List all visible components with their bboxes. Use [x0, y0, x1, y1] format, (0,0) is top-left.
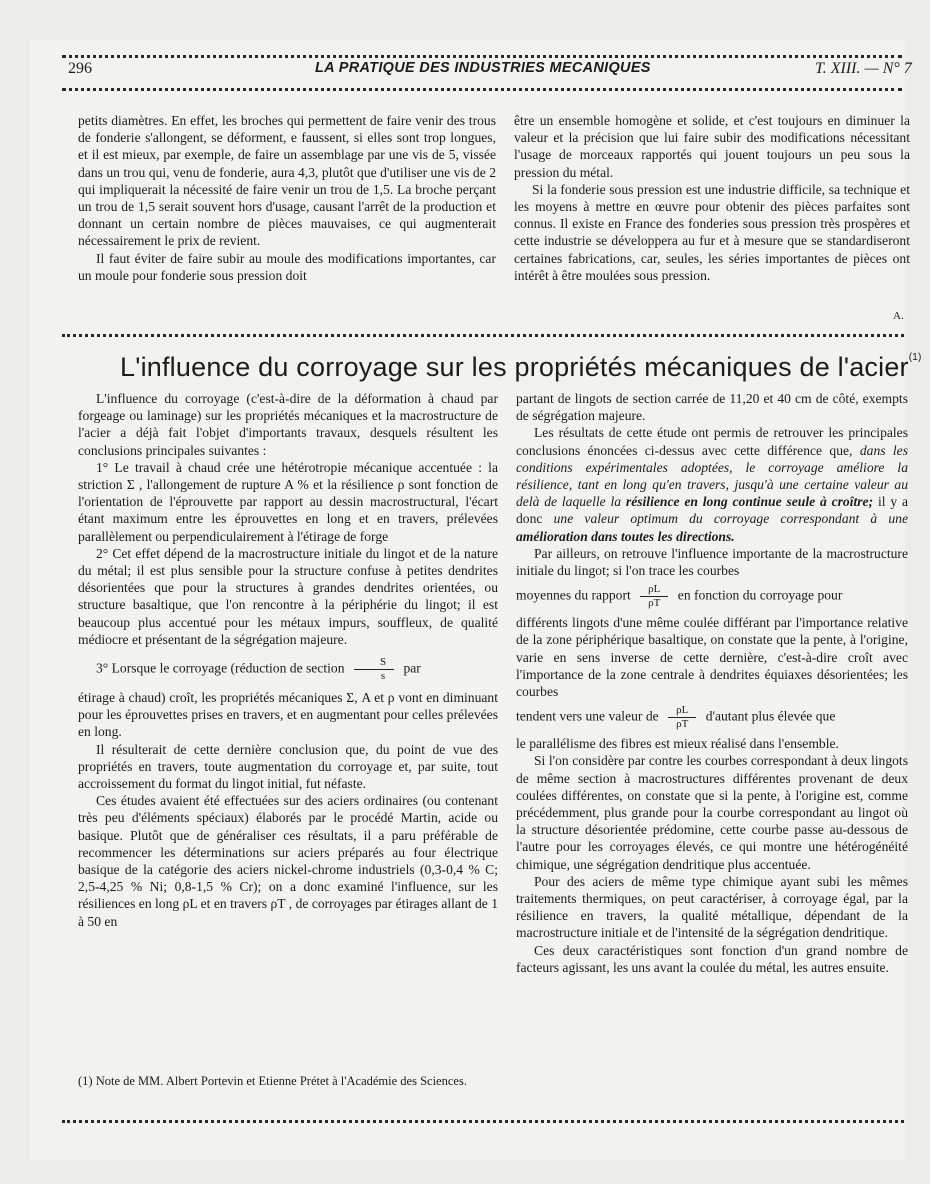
paragraph: Il faut éviter de faire subir au moule des modifications importantes, car un moule pour fonderie sous pression doit — [78, 250, 496, 283]
text: tendent vers une valeur de — [516, 708, 659, 724]
denominator: s — [380, 670, 386, 683]
paragraph-fraction — [516, 583, 908, 610]
paragraph: petits diamètres. En effet, les broches qui permettent de faire venir des trous de fonderie s'allongent, se déforment, e faussent, si elles sont trop longues, et il est mieux, par exemple, de faire un assemblage par une vis de 5, vissée dans un trou qui, venu de fonderie, aura 4,3, plutôt que d'utiliser une vis de 2 qui impliquerait la nécessité de faire venir un trou de 1,5. La broche perçant un trou de 1,5 serait souvent hors d'usage, causant l'arrêt de la production et donnant un certain nombre de pièces mauvaises, ce qui augmenterait nécessairement le prix de revient. — [78, 113, 496, 249]
paragraph-fraction — [78, 656, 498, 683]
top-left-column — [78, 112, 496, 284]
numerator: ρL — [668, 704, 696, 718]
footer-rule — [62, 1120, 904, 1123]
text: d'autant plus élevée que — [705, 708, 836, 724]
text: moyennes du rapport — [516, 587, 631, 603]
numerator: ρL — [640, 583, 668, 597]
paragraph: Il résulterait de cette dernière conclusion que, du point de vue des propriétés en travers, toute augmentation du corroyage et, par suite, tout accroissement du format du lingot initial, fut néfaste. — [78, 741, 498, 792]
article-title-text: L'influence du corroyage sur les propriétés mécaniques de l'acier — [120, 352, 909, 382]
title-footnote-ref: (1) — [908, 352, 922, 363]
text: par — [403, 660, 421, 676]
text: il y a donc — [516, 494, 908, 527]
text: Les résultats de cette étude ont permis de retrouver les principales conclusions énoncées ci-dessus avec cette différence que, — [516, 425, 908, 458]
paragraph: Ces deux caractéristiques sont fonction d'un grand nombre de facteurs agissant, les uns avant la coulée du métal, les autres ensuite. — [516, 942, 908, 975]
paragraph: Si l'on considère par contre les courbes correspondant à deux lingots de même section à macrostructures différentes provenant de deux coulées différentes, on constate que si la pente, à l'origine est, comme précédemment, plus grande pour la courbe correspondant au lingot où la structure désorientée prédomine, cette courbe passe au-dessous de l'autre pour les corroyages élevés, ce qui montre une hétérogénéité chimique, une ségrégation dendritique plus accentuée. — [516, 753, 908, 872]
paragraph: être un ensemble homogène et solide, et c'est toujours en diminuer la valeur et la précision que lui faire subir des modifications nécessitant l'usage de morceaux rapportés qui jouent toujours un peu sous la pression du métal. — [514, 113, 910, 180]
text-italic: une valeur optimum du corroyage correspondant à une — [553, 511, 908, 527]
paragraph: partant de lingots de section carrée de 11,20 et 40 cm de côté, exempts de ségrégation majeure. — [516, 391, 908, 424]
fraction-rhoL-rhoT — [668, 704, 696, 731]
header-rule-bottom — [62, 88, 902, 91]
text: en fonction du corroyage pour — [677, 587, 843, 603]
text-bold-italic: résilience en long continue seule à croître; — [625, 494, 874, 510]
paragraph: le parallélisme des fibres est mieux réalisé dans l'ensemble. — [516, 736, 839, 752]
paragraph: différents lingots d'une même coulée différant par l'importance relative de la zone périphérique basaltique, on constate que la pente, à l'origine, varie en sens inverse de cette dernière, c'est-à-dire croît avec l'importance de la zone centrale à dendrites équiaxes désorientées; les courbes — [516, 615, 908, 700]
paragraph: étirage à chaud) croît, les propriétés mécaniques Σ, A et ρ vont en diminuant pour les éprouvettes prises en travers, et en augmentant pour celles prélevées en long. — [78, 690, 498, 740]
text: 3° Lorsque le corroyage (réduction de section — [96, 660, 345, 676]
header-rule-top — [62, 55, 902, 58]
article-left-column — [78, 390, 498, 930]
paragraph: L'influence du corroyage (c'est-à-dire de la déformation à chaud par forgeage ou laminage) sur les propriétés mécaniques et la macrostructure de l'acier a déjà fait l'objet d'importants travaux, desquels résultent les conclusions principales suivantes : — [78, 391, 498, 458]
denominator: ρT — [648, 597, 661, 610]
paragraph: Par ailleurs, on retrouve l'influence importante de la macrostructure initiale du lingot; si l'on trace les courbes — [516, 545, 908, 579]
paragraph — [516, 424, 908, 544]
page-number: 296 — [68, 60, 92, 77]
paragraph: Pour des aciers de même type chimique ayant subi les mêmes traitements thermiques, on peut caractériser, à corroyage égal, par la résilience en travers, la qualité métallique, dépendant de la macrostructure initiale et de l'intensité de la ségrégation dendritique. — [516, 873, 908, 941]
paragraph: 2° Cet effet dépend de la macrostructure initiale du lingot et de la nature du métal; il est plus sensible pour la structure confuse à petites dendrites désorientées que pour la structures à grandes dendrites orientées, ou structure basaltique, que l'on rencontre à la périphérie du lingot; il est beaucoup plus accentué pour les métaux impurs, soufflеux, de qualité médiocre et présentant de la ségrégation majeure. — [78, 545, 498, 647]
section-rule — [62, 334, 904, 337]
signature: A. — [893, 310, 904, 322]
paragraph: Ces études avaient été effectuées sur des aciers ordinaires (ou contenant très peu d'éléments spéciaux) élaborés par le procédé Martin, acide ou basique. Plutôt que de généraliser ces résultats, il a paru préférable de recommencer les déterminations sur aciers préparés au four électrique basique de la catégorie des aciers nickel-chrome industriels (0,3-0,4 % C; 2,5-4,25 % Ni; 0,8-1,5 % Cr); on a donc examiné l'influence, sur les résiliences en long ρL et en travers ρT , de corroyages par étirages allant de 1 à 50 en — [78, 793, 498, 929]
article-title — [120, 352, 922, 383]
fraction-rhoL-rhoT — [640, 583, 668, 610]
paragraph: 1° Le travail à chaud crée une hétérotropie mécanique accentuée : la striction Σ , l'allongement de rupture A % et la résilience ρ sont fonction de l'orientation de l'éprouvette par rapport au dessin macrostructural, l'écart étant maximum entre les éprouvettes en long et en travers, prélevées parallèlement ou perpendiculairement à l'étirage de forge — [78, 459, 498, 544]
paragraph: Si la fonderie sous pression est une industrie difficile, sa technique et les moyens à mettre en œuvre pour obtenir des pièces parfaites sont connus. Il existe en France des fonderies sous pression très prospères et cette industrie se développera au fur et à mesure que se standardiseront certaines fabrications, car, seules, les séries importantes de pièces ont intérêt à être moulées sous pression. — [514, 181, 910, 283]
journal-title: LA PRATIQUE DES INDUSTRIES MECANIQUES — [315, 60, 651, 76]
denominator: ρT — [676, 718, 689, 731]
text-italic: dans les conditions expérimentales adoptées, le corroyage améliore la résilience, tant en long qu'en travers, jusqu'à une certaine valeur au delà de laquelle la — [516, 442, 908, 510]
text-bold-italic: amélioration dans toutes les directions. — [516, 528, 735, 544]
fraction-S-s — [354, 656, 394, 683]
footnote: (1) Note de MM. Albert Portevin et Etienne Prétet à l'Académie des Sciences. — [78, 1074, 467, 1088]
numerator: S — [354, 656, 394, 670]
article-right-column — [516, 390, 908, 976]
volume-number: T. XIII. — N° 7 — [815, 60, 912, 77]
paragraph-fraction — [516, 704, 908, 731]
top-right-column — [514, 112, 910, 284]
